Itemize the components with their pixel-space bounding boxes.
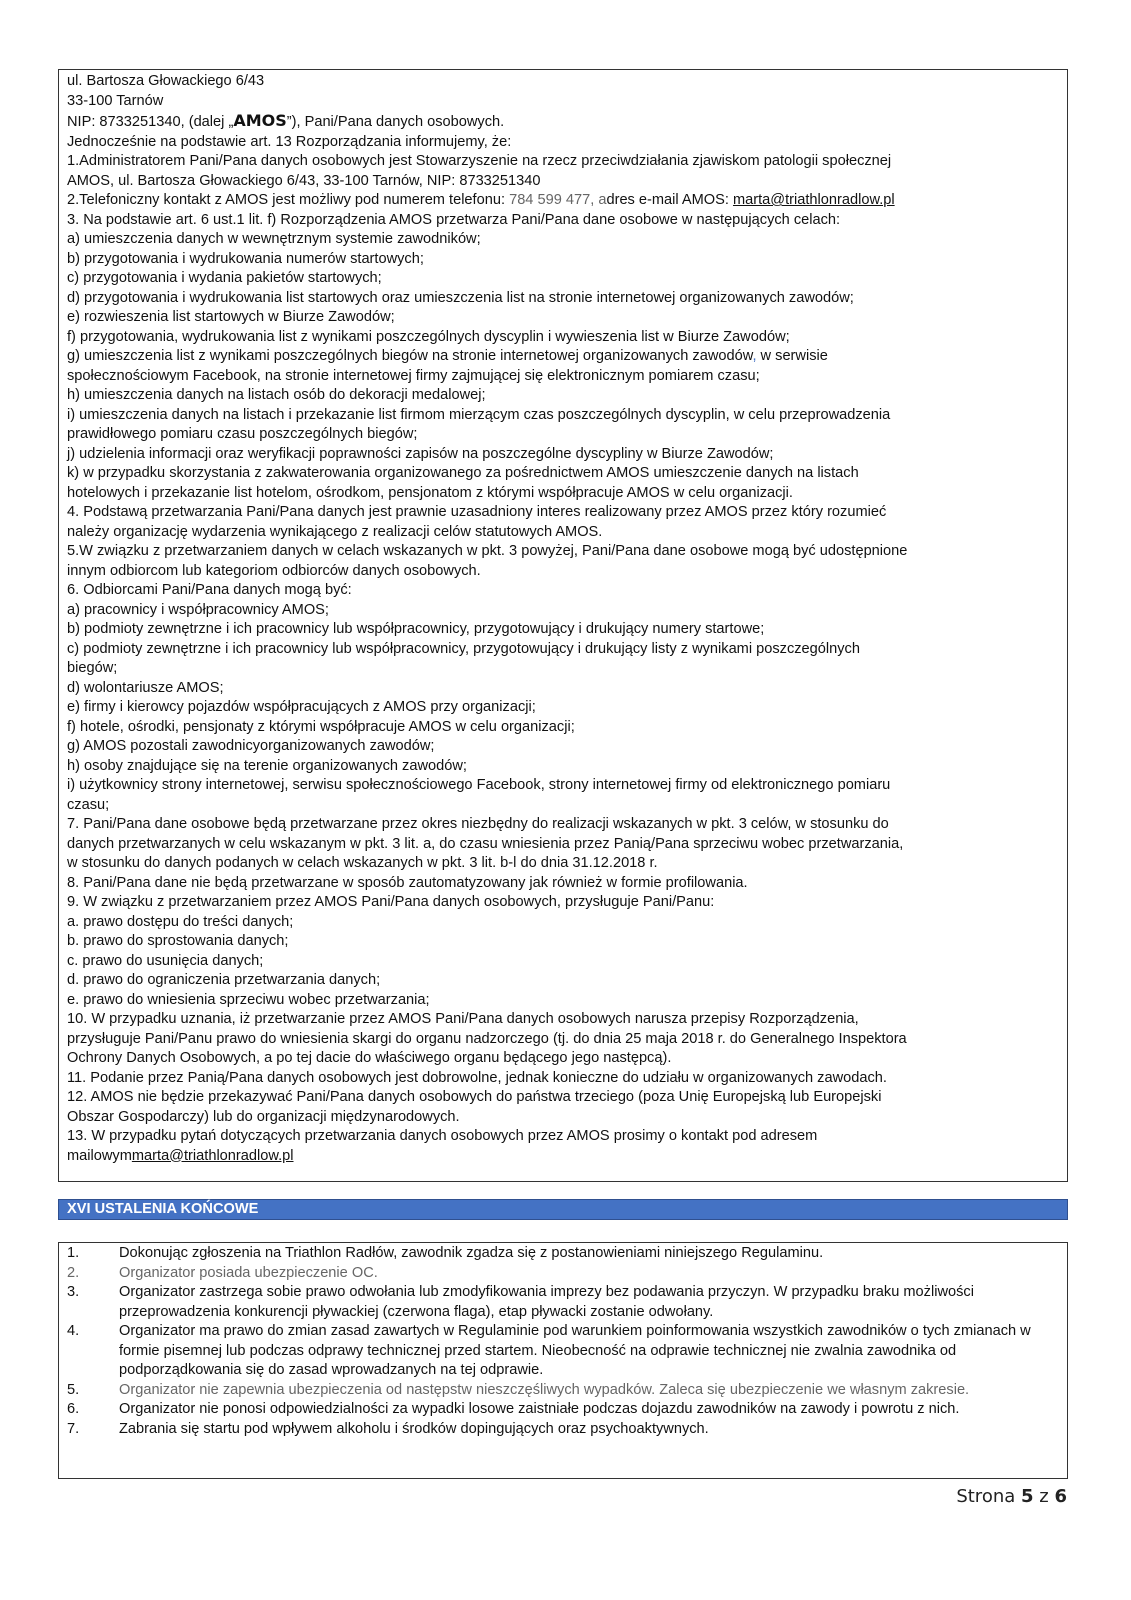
- text-line: e. prawo do wniesienia sprzeciwu wobec przetwarzania;: [67, 991, 430, 1008]
- text-line: 12. AMOS nie będzie przekazywać Pani/Pana danych osobowych do państwa trzeciego (poza Unię Europejską lub Europejski: [67, 1089, 882, 1105]
- item-text: Zabrania się startu pod wpływem alkoholu i środków dopingujących oraz psychoaktywnych.: [119, 1420, 709, 1437]
- text-line: 6. Odbiorcami Pani/Pana danych mogą być:: [67, 582, 352, 598]
- text-line: 4. Podstawą przetwarzania Pani/Pana danych jest prawnie uzasadniony interes realizowany przez AMOS przez który rozumieć: [67, 504, 887, 520]
- privacy-info-box: [58, 69, 1068, 1182]
- text-line: b) podmioty zewnętrzne i ich pracownicy lub współpracownicy, przygotowujący i drukujący numery startowe;: [67, 621, 765, 637]
- text-line: b. prawo do sprostowania danych;: [67, 933, 289, 949]
- text-line: Ochrony Danych Osobowych, a po tej dacie do właściwego organu będącego jego następcą).: [67, 1050, 672, 1066]
- item-number: 2.: [67, 1264, 80, 1281]
- text-line: h) osoby znajdujące się na terenie organizowanych zawodów;: [67, 757, 467, 774]
- text-line: e) firmy i kierowcy pojazdów współpracujących z AMOS przy organizacji;: [67, 699, 536, 715]
- text-line: 3. Na podstawie art. 6 ust.1 lit. f) Rozporządzenia AMOS przetwarza Pani/Pana dane osobowe w następujących celach:: [67, 211, 841, 228]
- text-segment: w serwisie: [756, 348, 828, 364]
- text-line: Jednocześnie na podstawie art. 13 Rozporządzania informujemy, że:: [67, 133, 512, 150]
- text-line: 8. Pani/Pana dane nie będą przetwarzane w sposób zautomatyzowany jak również w formie profilowania.: [67, 874, 748, 891]
- list-item: [67, 1244, 1059, 1264]
- item-text: Organizator zastrzega sobie prawo odwołania lub zmodyfikowania imprezy bez podawania przyczyn. W przypadku braku możliwości przeprowadzenia konkurencji pływackiej (czerwona flaga), etap pływacki zostanie odwołany.: [119, 1284, 974, 1320]
- item-number: 4.: [67, 1323, 80, 1339]
- page-number-footer: [956, 1486, 1067, 1507]
- text-line: hotelowych i przekazanie list hotelom, ośrodkom, pensjonatom z którymi współpracuje AMOS w celu organizacji.: [67, 484, 793, 501]
- item-text: Organizator nie ponosi odpowiedzialności za wypadki losowe zaistniałe podczas dojazdu zawodników na zawody i powrotu z nich.: [119, 1401, 960, 1417]
- underlined-comma: ,: [752, 348, 757, 364]
- page-label: Strona: [956, 1486, 1016, 1507]
- text-line: d) wolontariusze AMOS;: [67, 679, 224, 696]
- text-line: 13. W przypadku pytań dotyczących przetwarzania danych osobowych przez AMOS prosimy o kontakt pod adresem: [67, 1128, 818, 1144]
- text-line: innym odbiorcom lub kategoriom odbiorców danych osobowych.: [67, 562, 481, 579]
- current-page: 5: [1021, 1486, 1034, 1507]
- text-line: d) przygotowania i wydrukowania list startowych oraz umieszczenia list na stronie internetowej organizowanych zawodów;: [67, 289, 854, 306]
- list-item: [67, 1283, 1059, 1322]
- text-line: 9. W związku z przetwarzaniem przez AMOS Pani/Pana danych osobowych, przysługuje Pani/Panu:: [67, 894, 715, 910]
- item-number: 5.: [67, 1381, 80, 1398]
- list-item: [67, 1400, 1059, 1420]
- email-link[interactable]: marta@triathlonradlow.pl: [732, 192, 895, 208]
- text-line: c) przygotowania i wydania pakietów startowych;: [67, 270, 382, 286]
- text-line: AMOS, ul. Bartosza Głowackiego 6/43, 33-100 Tarnów, NIP: 8733251340: [67, 172, 541, 189]
- text-line: [67, 347, 1059, 367]
- text-line: h) umieszczenia danych na listach osób do dekoracji medalowej;: [67, 387, 486, 403]
- mail-line: [67, 1147, 1059, 1167]
- text-line: 10. W przypadku uznania, iż przetwarzanie przez AMOS Pani/Pana danych osobowych narusza przepisy Rozporządzenia,: [67, 1011, 859, 1027]
- text-line: d. prawo do ograniczenia przetwarzania danych;: [67, 972, 381, 988]
- list-item: [67, 1420, 1059, 1440]
- item-number: 3.: [67, 1284, 80, 1300]
- text-line: j) udzielenia informacji oraz weryfikacji poprawności zapisów na poszczególne dyscypliny w Biurze Zawodów;: [67, 445, 774, 462]
- text-line: biegów;: [67, 660, 118, 676]
- text-line: a. prawo dostępu do treści danych;: [67, 913, 294, 930]
- nip-suffix: ”), Pani/Pana danych osobowych.: [286, 114, 505, 130]
- text-line: c) podmioty zewnętrzne i ich pracownicy lub współpracownicy, przygotowujący i drukujący listy z wynikami poszczególnych: [67, 640, 860, 657]
- text-line: k) w przypadku skorzystania z zakwaterowania organizowanego za pośrednictwem AMOS umieszczenie danych na listach: [67, 465, 859, 481]
- text-line: f) przygotowania, wydrukowania list z wynikami poszczególnych dyscyplin i wywieszenia list w Biurze Zawodów;: [67, 328, 790, 345]
- text-segment: g) umieszczenia list z wynikami poszczególnych biegów na stronie internetowej organizowanych zawodów: [67, 348, 753, 364]
- nip-line: [67, 111, 1059, 133]
- text-line: czasu;: [67, 796, 110, 813]
- item-number: 1.: [67, 1245, 80, 1261]
- text-line: 7. Pani/Pana dane osobowe będą przetwarzane przez okres niezbędny do realizacji wskazanych w pkt. 3 celów, w stosunku do: [67, 816, 889, 832]
- text-line: i) użytkownicy strony internetowej, serwisu społecznościowego Facebook, strony internetowej firmy od elektronicznego pomiaru: [67, 777, 891, 793]
- text-line: f) hotele, ośrodki, pensjonaty z którymi współpracuje AMOS w celu organizacji;: [67, 718, 575, 735]
- contact-prefix: 2.Telefoniczny kontakt z AMOS jest możliwy pod numerem telefonu:: [67, 192, 510, 208]
- amos-bold-name: AMOS: [233, 111, 287, 130]
- text-line: 5.W związku z przetwarzaniem danych w celach wskazanych w pkt. 3 powyżej, Pani/Pana dane osobowe mogą być udostępnione: [67, 543, 908, 559]
- final-provisions-list: [58, 1242, 1068, 1479]
- email-link[interactable]: marta@triathlonradlow.pl: [131, 1147, 294, 1164]
- text-line: a) umieszczenia danych w wewnętrznym systemie zawodników;: [67, 231, 481, 247]
- text-line: g) AMOS pozostali zawodnicyorganizowanych zawodów;: [67, 738, 435, 754]
- item-text: Organizator posiada ubezpieczenie OC.: [119, 1264, 378, 1281]
- contact-line: [67, 191, 1059, 211]
- item-number: 6.: [67, 1401, 80, 1417]
- section-header-xvi: XVI USTALENIA KOŃCOWE: [58, 1199, 1068, 1220]
- text-line: danych przetwarzanych w celu wskazanym w pkt. 3 lit. a, do czasu wniesienia przez Panią/Pana sprzeciwu wobec przetwarzania,: [67, 835, 904, 852]
- text-line: a) pracownicy i współpracownicy AMOS;: [67, 601, 329, 618]
- address-line-1: ul. Bartosza Głowackiego 6/43: [67, 73, 265, 89]
- total-pages: 6: [1054, 1486, 1067, 1507]
- nip-prefix: NIP: 8733251340, (dalej „: [67, 114, 234, 130]
- text-line: społecznościowym Facebook, na stronie internetowej firmy zajmującej się elektronicznym pomiarem czasu;: [67, 367, 760, 384]
- list-item: [67, 1264, 1059, 1284]
- text-line: c. prawo do usunięcia danych;: [67, 952, 264, 969]
- page-of: z: [1039, 1486, 1049, 1507]
- list-item: [67, 1381, 1059, 1401]
- item-text: Organizator ma prawo do zmian zasad zawartych w Regulaminie pod warunkiem poinformowania wszystkich zawodników o tych zmianach w formie pisemnej lub podczas odprawy technicznej przed startem. Nieobecność na odprawie technicznej nie zwalnia zawodnika od podporządkowania się do zasad wprowadzanych na tej odprawie.: [119, 1323, 1031, 1378]
- text-line: w stosunku do danych podanych w celach wskazanych w pkt. 3 lit. b-l do dnia 31.12.2018 r.: [67, 855, 658, 871]
- text-line: Obszar Gospodarczy) lub do organizacji międzynarodowych.: [67, 1108, 460, 1125]
- text-line: przysługuje Pani/Panu prawo do wniesienia skargi do organu nadzorczego (tj. do dnia 25 maja 2018 r. do Generalnego Inspektora: [67, 1030, 907, 1047]
- item-text: Organizator nie zapewnia ubezpieczenia od następstw nieszczęśliwych wypadków. Zaleca się ubezpieczenie we własnym zakresie.: [119, 1381, 970, 1398]
- text-line: b) przygotowania i wydrukowania numerów startowych;: [67, 250, 424, 267]
- text-line: prawidłowego pomiaru czasu poszczególnych biegów;: [67, 426, 418, 442]
- text-line: 11. Podanie przez Panią/Pana danych osobowych jest dobrowolne, jednak konieczne do udziału w organizowanych zawodach.: [67, 1069, 887, 1086]
- text-line: e) rozwieszenia list startowych w Biurze Zawodów;: [67, 309, 395, 325]
- text-line: należy organizację wydarzenia wynikającego z realizacji celów statutowych AMOS.: [67, 523, 603, 540]
- item-number: 7.: [67, 1420, 80, 1437]
- mail-prefix: mailowym: [67, 1147, 132, 1164]
- list-item: [67, 1322, 1059, 1381]
- text-line: i) umieszczenia danych na listach i przekazanie list firmom mierzącym czas poszczególnych dyscyplin, w celu przeprowadzenia: [67, 406, 891, 423]
- address-line-2: 33-100 Tarnów: [67, 92, 164, 109]
- contact-mid: dres e-mail AMOS:: [606, 192, 733, 208]
- phone-number: 784 599 477, a: [509, 192, 607, 208]
- item-text: Dokonując zgłoszenia na Triathlon Radłów, zawodnik zgadza się z postanowieniami niniejszego Regulaminu.: [119, 1245, 824, 1261]
- text-line: 1.Administratorem Pani/Pana danych osobowych jest Stowarzyszenie na rzecz przeciwdziałania zjawiskom patologii społecznej: [67, 153, 892, 169]
